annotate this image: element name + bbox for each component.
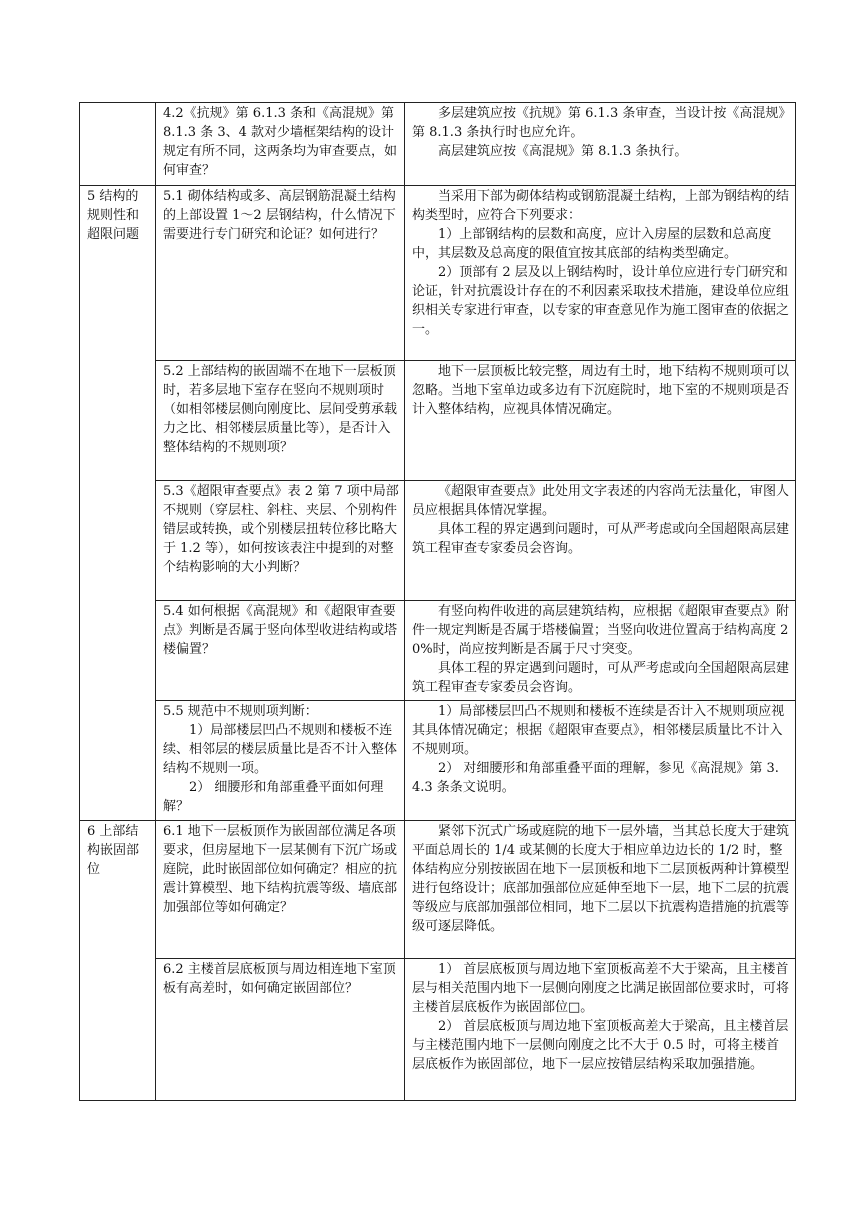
question-text: 5.5 规范中不规则项判断： bbox=[163, 704, 318, 719]
question-cell bbox=[156, 701, 405, 821]
question-cell bbox=[156, 601, 405, 701]
table-row bbox=[80, 701, 796, 821]
table-row bbox=[80, 103, 796, 186]
answer-text: 有竖向构件收进的高层建筑结构，应根据《超限审查要点》附件一规定判断是否属于塔楼偏置；当竖向收进位置高于结构高度 20%时，尚应按判断是否属于尺寸突变。 bbox=[412, 604, 790, 657]
question-cell bbox=[156, 821, 405, 959]
table-row bbox=[80, 821, 796, 959]
answer-cell bbox=[405, 481, 796, 601]
question-cell bbox=[156, 959, 405, 1101]
question-text: 5.4 如何根据《高混规》和《超限审查要点》判断是否属于竖向体型收进结构或塔楼偏置？ bbox=[163, 604, 398, 657]
table-row bbox=[80, 481, 796, 601]
question-text: 2） 细腰形和角部重叠平面如何理解？ bbox=[163, 780, 384, 814]
table-row bbox=[80, 959, 796, 1101]
answer-text: 当采用下部为砌体结构或钢筋混凝土结构，上部为钢结构的结构类型时，应符合下列要求： bbox=[412, 189, 790, 223]
answer-text: 具体工程的界定遇到问题时，可从严考虑或向全国超限高层建筑工程审查专家委员会咨询。 bbox=[412, 661, 790, 695]
question-cell bbox=[156, 103, 405, 186]
question-text: 5.3《超限审查要点》表 2 第 7 项中局部不规则（穿层柱、斜柱、夹层、个别构件错层或转换，或个别楼层扭转位移比略大于 1.2 等），如何按该表注中提到的对整个结构影响的大小判断？ bbox=[163, 484, 399, 575]
table-row bbox=[80, 361, 796, 481]
section-cell bbox=[80, 103, 156, 186]
question-text: 5.2 上部结构的嵌固端不在地下一层板顶时，若多层地下室存在竖向不规则项时（如相邻楼层侧向刚度比、层间受剪承载力之比、相邻楼层质量比等），是否计入整体结构的不规则项？ bbox=[163, 364, 398, 455]
table-row bbox=[80, 601, 796, 701]
answer-cell bbox=[405, 361, 796, 481]
answer-text: 1）上部钢结构的层数和高度，应计入房屋的层数和总高度中，其层数及总高度的限值宜按其底部的结构类型确定。 bbox=[412, 227, 772, 261]
answer-cell bbox=[405, 959, 796, 1101]
question-text: 1）局部楼层凹凸不规则和楼板不连续、相邻层的楼层质量比是否不计入整体结构不规则一项。 bbox=[163, 723, 398, 776]
answer-text: 多层建筑应按《抗规》第 6.1.3 条审查，当设计按《高混规》第 8.1.3 条执行时也应允许。 bbox=[412, 106, 785, 140]
question-cell bbox=[156, 186, 405, 361]
answer-text: 2） 对细腰形和角部重叠平面的理解，参见《高混规》第 3.4.3 条条文说明。 bbox=[412, 761, 779, 795]
answer-text: 2） 首层底板顶与周边地下室顶板高差大于梁高，且主楼首层与主楼范围内地下一层侧向刚度之比不大于 0.5 时，可将主楼首层底板作为嵌固部位，地下一层应按错层结构采取加强措施。 bbox=[412, 1019, 789, 1072]
answer-cell bbox=[405, 701, 796, 821]
review-table bbox=[79, 102, 796, 1101]
answer-text: 2）顶部有 2 层及以上钢结构时，设计单位应进行专门研究和论证，针对抗震设计存在的不利因素采取技术措施，建设单位应组织相关专家进行审查，以专家的审查意见作为施工图审查的依据之一。 bbox=[412, 265, 790, 337]
question-cell bbox=[156, 481, 405, 601]
answer-text: 紧邻下沉式广场或庭院的地下一层外墙，当其总长度大于建筑平面总周长的 1/4 或某侧的长度大于相应单边边长的 1/2 时，整体结构应分别按嵌固在地下一层顶板和地下二层顶板两种计算模型进行包络设计；底部加强部位应延伸至地下一层，地下二层的抗震等级应与底部加强部位相同，地下二层以下抗震构造措施的抗震等级可逐层降低。 bbox=[412, 824, 790, 934]
section-cell: 6 上部结构嵌固部位 bbox=[80, 821, 156, 1101]
section-cell: 5 结构的规则性和超限问题 bbox=[80, 186, 156, 821]
answer-cell bbox=[405, 103, 796, 186]
question-text: 5.1 砌体结构或多、高层钢筋混凝土结构的上部设置 1～2 层钢结构，什么情况下需要进行专门研究和论证？如何进行？ bbox=[163, 189, 396, 242]
question-cell bbox=[156, 361, 405, 481]
answer-text: 高层建筑应按《高混规》第 8.1.3 条执行。 bbox=[438, 144, 688, 159]
question-text: 6.1 地下一层板顶作为嵌固部位满足各项要求，但房屋地下一层某侧有下沉广场或庭院，此时嵌固部位如何确定？相应的抗震计算模型、地下结构抗震等级、墙底部加强部位等如何确定？ bbox=[163, 824, 398, 915]
answer-text: 地下一层顶板比较完整，周边有土时，地下结构不规则项可以忽略。当地下室单边或多边有下沉庭院时，地下室的不规则项是否计入整体结构，应视具体情况确定。 bbox=[412, 364, 790, 417]
answer-text: 1）局部楼层凹凸不规则和楼板不连续是否计入不规则项应视其具体情况确定；根据《超限审查要点》，相邻楼层质量比不计入不规则项。 bbox=[412, 704, 785, 757]
table-row bbox=[80, 186, 796, 361]
question-text: 4.2《抗规》第 6.1.3 条和《高混规》第 8.1.3 条 3、4 款对少墙框架结构的设计规定有所不同，这两条均为审查要点，如何审查？ bbox=[163, 106, 398, 178]
question-text: 6.2 主楼首层底板顶与周边相连地下室顶板有高差时，如何确定嵌固部位？ bbox=[163, 962, 396, 996]
answer-cell bbox=[405, 601, 796, 701]
answer-text: 1） 首层底板顶与周边地下室顶板高差不大于梁高，且主楼首层与相关范围内地下一层侧向刚度之比满足嵌固部位要求时，可将主楼首层底板作为嵌固部位□。 bbox=[412, 962, 790, 1015]
answer-text: 具体工程的界定遇到问题时，可从严考虑或向全国超限高层建筑工程审查专家委员会咨询。 bbox=[412, 522, 790, 556]
answer-cell bbox=[405, 821, 796, 959]
answer-text: 《超限审查要点》此处用文字表述的内容尚无法量化，审图人员应根据具体情况掌握。 bbox=[412, 484, 790, 518]
answer-cell bbox=[405, 186, 796, 361]
